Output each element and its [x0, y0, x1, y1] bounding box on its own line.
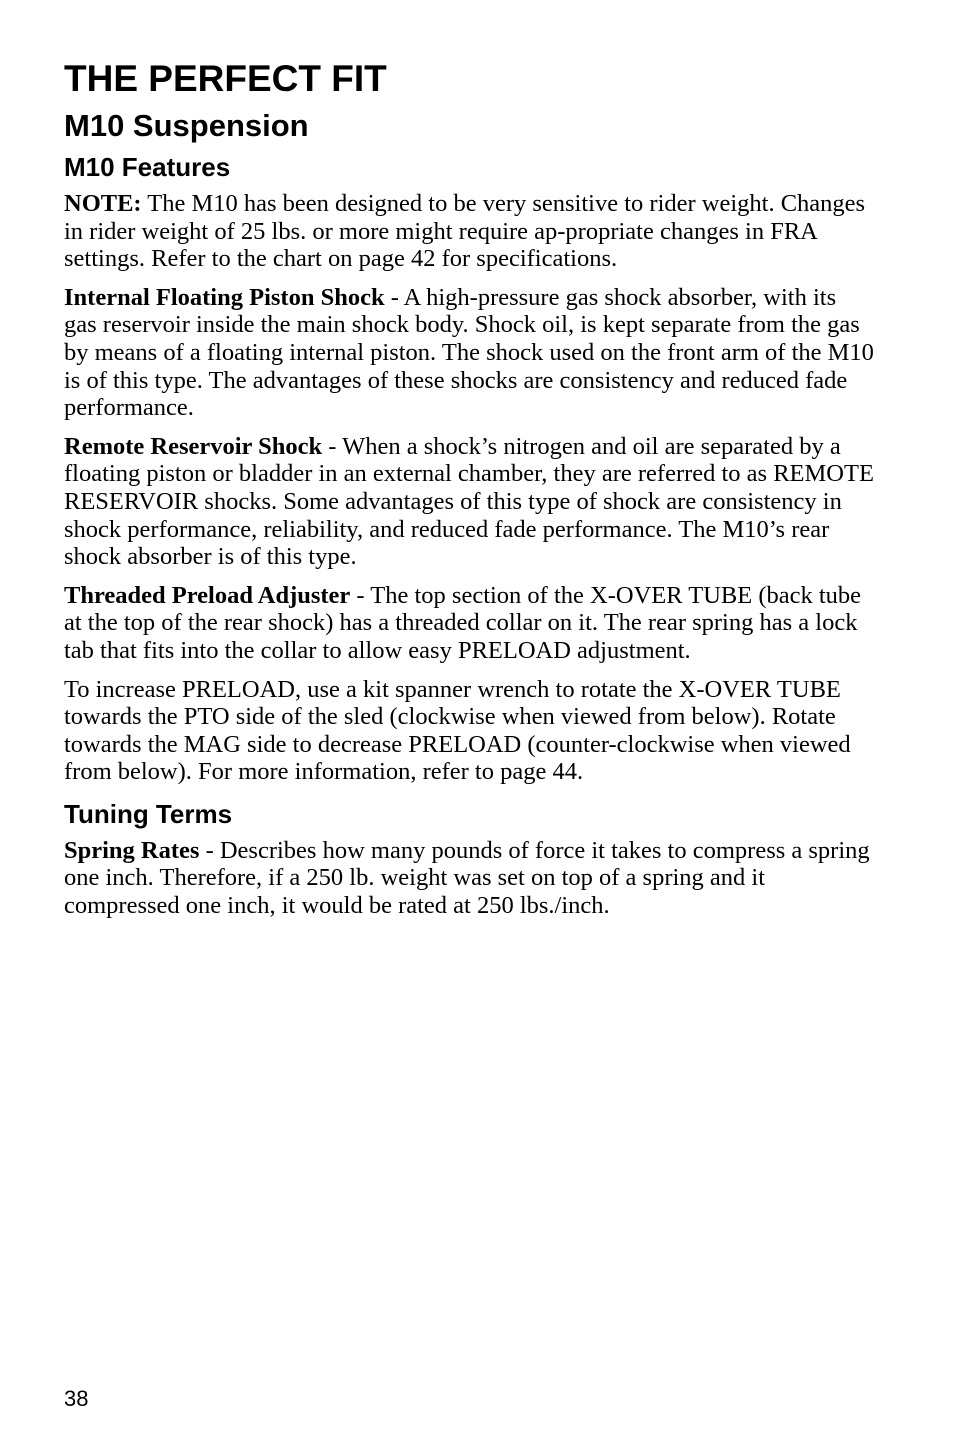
threaded-preload-adjuster-paragraph: [64, 582, 874, 665]
paragraph-term: NOTE:: [64, 190, 142, 217]
remote-reservoir-shock-paragraph: [64, 433, 874, 571]
note-paragraph: [64, 190, 874, 273]
paragraph-term: Internal Floating Piston Shock: [64, 283, 385, 311]
internal-floating-piston-shock-paragraph: [64, 284, 874, 422]
subsection-m10-features: [64, 150, 874, 786]
increase-preload-paragraph: [64, 676, 874, 786]
paragraph-text: - The top section of the X-OVER TUBE (back tube at the top of the rear shock) has a threaded collar on it. The rear spring has a lock tab that fits into the collar to allow easy PRELOAD adjustment.: [64, 581, 862, 664]
section-heading: M10 Suspension: [64, 108, 309, 143]
paragraph-text: - When a shock’s nitrogen and oil are separated by a floating piston or bladder in an external chamber, they are referred to as REMOTE RESERVOIR shocks. Some advantages of this type of shock are consistency in shock performance, reliability, and reduced fade performance. The M10’s rear shock absorber is of this type.: [64, 432, 874, 571]
paragraph-text: The M10 has been designed to be very sensitive to rider weight. Changes in rider weight of 25 lbs. or more might require ap-propriate changes in FRA settings. Refer to the chart on page 42 for specifications.: [64, 190, 866, 273]
spring-rates-paragraph: [64, 837, 874, 920]
page-number: 38: [64, 1386, 89, 1411]
page-content: [64, 56, 874, 931]
paragraph-text: - Describes how many pounds of force it takes to compress a spring one inch. Therefore, if a 250 lb. weight was set on top of a spring and it compressed one inch, it would be rated at 250 lbs./inch.: [64, 836, 870, 920]
subsection-heading: Tuning Terms: [64, 798, 233, 829]
paragraph-text: - A high-pressure gas shock absorber, with its gas reservoir inside the main shock body. Shock oil, is kept separate from the gas by means of a floating internal piston. The shock used on the front arm of the M10 is of this type. The advantages of these shocks are consistency and reduced fade performance.: [64, 283, 874, 422]
page-title: THE PERFECT FIT: [64, 58, 387, 99]
subsection-tuning-terms: [64, 797, 874, 920]
paragraph-term: Threaded Preload Adjuster: [64, 581, 351, 609]
subsection-heading: M10 Features: [64, 152, 231, 182]
paragraph-text: To increase PRELOAD, use a kit spanner wrench to rotate the X-OVER TUBE towards the PTO side of the sled (clockwise when viewed from below). Rotate towards the MAG side to decrease PRELOAD (counter-clockwise when viewed from below). For more information, refer to page 44.: [64, 675, 851, 786]
paragraph-term: Remote Reservoir Shock: [64, 432, 323, 460]
paragraph-term: Spring Rates: [64, 836, 200, 864]
